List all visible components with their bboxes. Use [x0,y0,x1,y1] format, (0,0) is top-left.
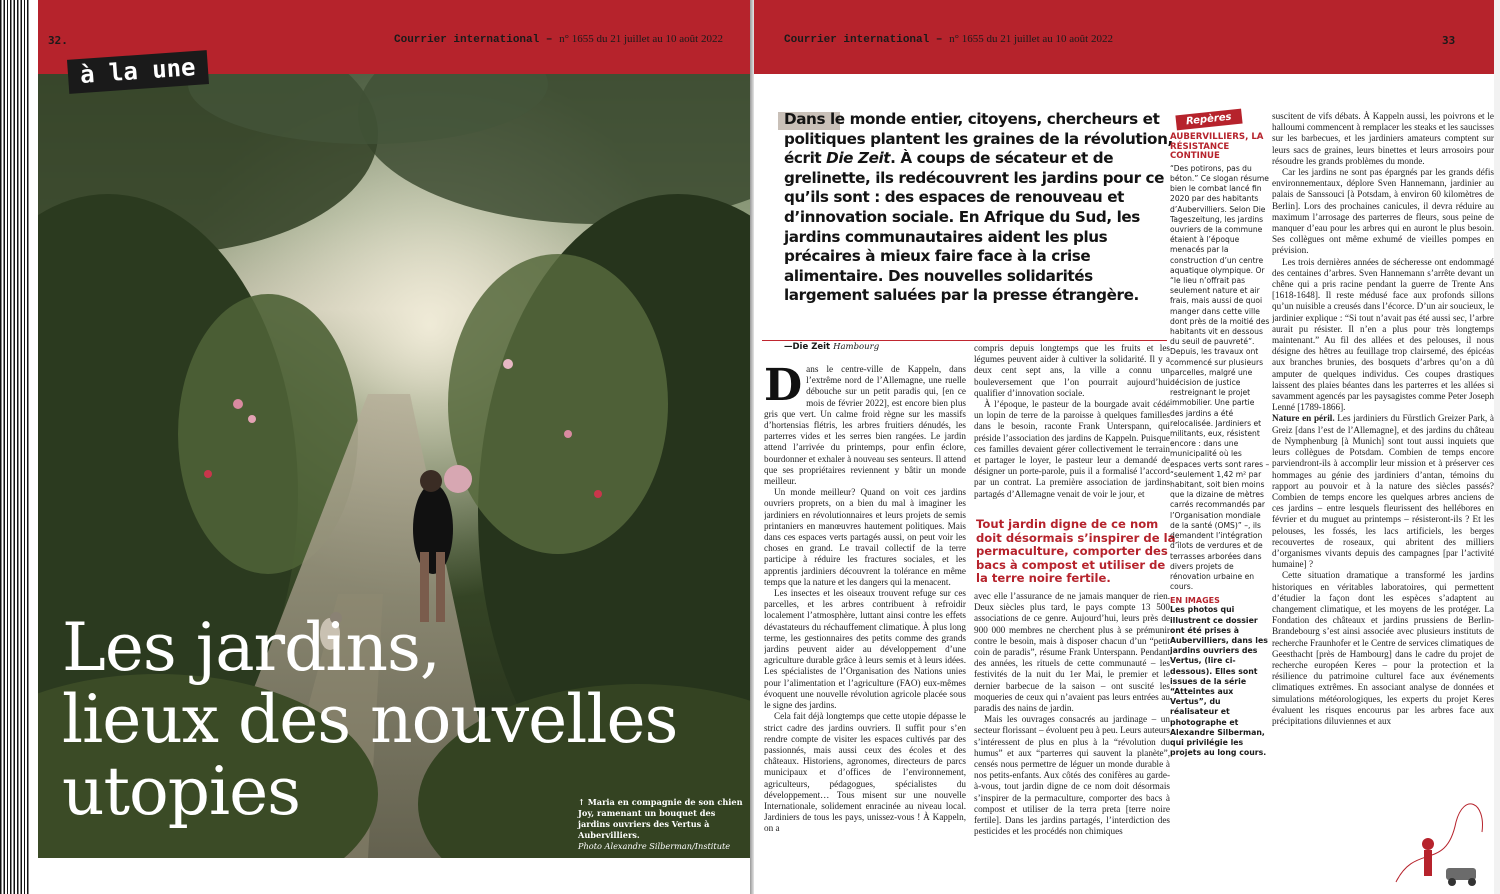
headline [62,609,742,830]
article-column-4 [1272,111,1494,871]
dropcap: D [764,364,803,411]
paragraph: Les insectes et les oiseaux trouvent refuge sur ces parcelles, et les arbres contribuent à refroidir localement l’atmosphère, luttant ainsi contre les effets dévastateurs du réchauffement climatique. À plus long terme, les gestionnaires des petits comme des grands jardins peuvent aider au développement d’une agriculture durable grâce à leurs semis et à leurs idées. Les spécialistes de l’Organisation des Nations unies pour l’alimentation et l’agriculture (FAO) eux-mêmes évoquent une nouvelle révolution agricole placée sous le signe des jardins. [764,588,966,711]
paragraph: Mais les ouvrages consacrés au jardinage – un secteur florissant – évoluent peu à peu. Leurs auteurs s’intéressent de plus en plus à la “révolution du humus” et aux “parterres qui sauvent la planète”, censés nous permettre de léguer un monde durable à nos petits-enfants. Aux côtés des conifères au garde-à-vous, tout jardin digne de ce nom doit désormais s’inspirer de la permaculture, comporter des bacs à compost et utiliser de la terra preta [terre noire fertile]. Dans les jardins partagés, l’interdiction des pesticides et les procédés non chimiques [974,714,1170,837]
paragraph: Cette situation dramatique a transformé les jardins historiques en véritables laboratoires, qui permettent d’étudier la façon dont les espèces s’adaptent au changement climatique, et les moyens de les protéger. La Fondation des châteaux et jardins prussiens de Berlin-Brandebourg s’est ainsi associée avec plusieurs instituts de recherche Fraunhofer et le Centre de services climatiques de Geesthacht [près de Hambourg] dans le cadre du projet de recherche européen Keres – pour la protection et la résilience du patrimoine culturel face aux événements climatiques extrêmes. En associant analyse de données et simulations météorologiques, les experts du projet Keres évaluent les risques encourus par les arbres face aux précipitations diluviennes et aux [1272,570,1494,726]
paragraph: compris depuis longtemps que les fruits et les légumes peuvent aider à cultiver la solidarité. Il y a deux cent sept ans, la ville a connu un bouleversement que l’on pourrait aujourd’hui qualifier d’innovation sociale. [974,343,1170,398]
page-number: 33 [1442,34,1456,47]
paragraph: suscitent de vifs débats. À Kappeln aussi, les poivrons et le halloumi commencent à remplacer les steaks et les saucisses sur les barbecues, et les jardiniers amateurs comptent sur leurs sacs de graines, leurs binettes et leurs arrosoirs pour résoudre les grands problèmes du monde. [1272,111,1494,166]
standfirst-part-1: Dans le monde entier, citoyens, chercheurs et politiques plantent les graines de la révolution, écrit [784,110,1173,168]
running-head-issue: n° 1655 du 21 juillet au 10 août 2022 [949,33,1113,45]
page-number: 32. [48,34,68,47]
photo-credit: Photo Alexandre Silberman/Institute [578,841,731,851]
reperes-sidebar [1170,100,1270,884]
images-body: Les photos qui illustrent ce dossier ont été prises à Aubervilliers, dans les jardins ouvriers des Vertus, (lire ci-dessous). Elles sont issues de la série “Atteintes aux Vertus”, du réalisateur et photographe et Alexandre Silberman, qui privilégie les projets au long cours. [1170,605,1268,758]
paragraph: Car les jardins ne sont pas épargnés par les grands défis environnementaux, déplore Sven Hannemann, jardinier au palais de Sanssouci [à Potsdam, à environ 60 kilomètres de Berlin]. Lors des prochaines canicules, il devra réduire au maximum l’arrosage des parterres de fleurs, sous peine de manquer d’eau pour les arbres qui en auront le plus besoin. Ses collègues ont même exhumé de vieilles pompes en prévision. [1272,167,1494,256]
standfirst [784,110,1179,306]
page-edge [1494,0,1500,894]
headline-line-2: lieux des nouvelles [62,681,678,758]
margin-stripes [0,0,38,894]
running-head-dash: – [545,34,553,46]
running-head-issue: n° 1655 du 21 juillet au 10 août 2022 [559,33,723,45]
reperes-tag: Repères [1175,109,1242,131]
headline-line-1: Les jardins, [62,609,440,686]
images-title: EN IMAGES [1170,596,1220,606]
paragraph: À l’époque, le pasteur de la bourgade avait cédé un lopin de terre de la paroisse à quelques familles dans le besoin, raconte Frank Unterspann, qui préside l’association des jardins de Kappeln. Puisque ces familles devaient gérer collectivement le terrain et partager le loyer, le pasteur leur a demandé de désigner un porte-parole, puis il a formalisé l’accord par un contrat. La première association de jardins partagés d’Allemagne venait de voir le jour, et [974,399,1170,499]
lead-text: ans le centre-ville de Kappeln, dans l’extrême nord de l’Allemagne, une ruelle débouche sur un petit paradis qui, [en ce mois de février 2022], est encore bien plus gris que vert. Un calme froid règne sur les massifs d’hortensias flétris, les arbres fruitiers dénudés, les parterres vides et les serres bien rangées. Le jardin attend l’arrivée du printemps, pour enfin éclore, bourdonner et exhaler à nouveau ses senteurs. Il attend que ses propriétaires reviennent y bâtir un monde meilleur. [764,364,966,487]
paragraph: Un monde meilleur? Quand on voit ces jardins ouvriers proprets, on a bien du mal à imaginer les jardiniers en révolutionnaires et leurs projets de semis printaniers en manœuvres hautement politiques. Mais dans ces espaces verts partagés aussi, on peut voir les choses en grand. Le travail collectif de la terre participe à réduire les fractures sociales, et les apprentis jardiniers découvrent la tolérance en même temps que la nature et les dangers qui la menacent. [764,487,966,587]
caption-arrow-icon: ↑ [578,797,585,807]
article-column-2-bottom [974,591,1170,884]
standfirst-part-2: . À coups de sécateur et de grelinette, ils redécouvrent les jardins pour ce qu’ils sont : des espaces de renouveau et d’innovation sociale. En Afrique du Sud, les jardins communautaires aident les plus précaires à mieux faire face à la crise alimentaire. Des nouvelles solidarités largement saluées par la presse étrangère. [784,149,1165,305]
section-kicker: à la une [67,50,209,94]
subhead-text: Les jardiniers du Fürstlich Greizer Park, à Greiz [dans l’est de l’Allemagne], et des jardins du château de Nymphenburg [à Munich] sont tout aussi inquiets que leurs collègues de Potsdam. Combien de temps encore parviendront-ils à accomplir leur mission et à préserver ces hommages au génie des jardiniers d’antan, témoins du rapport au pouvoir et à la nature des siècles passés? Combien de temps encore les quelques arbres anciens de ces jardins – entre lesquels fleurissent des hellébores en février et du muguet au printemps – résisteront-ils ? Et les pelouses, les fossés, les lacs artificiels, les berges recouvertes de roseaux, qui abritent des milliers d’organismes vivants depuis des campagnes [par l’activité humaine] ? [1272,413,1494,570]
headline-line-3: utopies [62,753,301,830]
pull-quote: Tout jardin digne de ce nom doit désormais s’inspirer de la permaculture, comporter des bacs à compost et utiliser de la terre noire fertile. [976,517,1176,586]
paragraph: Cela fait déjà longtemps que cette utopie dépasse le strict cadre des jardins ouvriers. Il suffit pour s’en rendre compte de visiter les espaces cultivés par des passionnés, mais aussi ceux des écoles et des châteaux. Historiens, agronomes, directeurs de parcs municipaux et d’offices de l’environnement, agriculteurs, pédagogues, spécialistes du développement… Tous misent sur une nouvelle Internationale, solidement enracinée au niveau local. Jardiniers de tous les pays, unissez-vous ! À Kappeln, on a [764,711,966,834]
running-head-dash: – [935,34,943,46]
caption-text: Maria en compagnie de son chien Joy, ramenant un bouquet des jardins ouvriers des Vertus à Aubervilliers. [578,797,743,840]
subhead-paragraph [1272,413,1494,570]
bottom-margin [38,858,750,894]
running-head-publication: Courrier international [784,34,930,46]
source-city: Hambourg [833,342,880,352]
reperes-body: “Des potirons, pas du béton.” Ce slogan résume bien le combat lancé fin 2020 par des habitants d’Aubervilliers. Selon Die Tageszeitung, les jardins ouvriers de la commune étaient à l’époque menacés par la construction d’un centre aquatique olympique. Or “le lieu n’offrait pas seulement nature et air frais, mais aussi de quoi manger dans cette ville dont près de la moitié des habitants vit en dessous du seuil de pauvreté”. Depuis, les travaux ont commencé sur plusieurs parcelles, malgré une décision de justice restreignant le projet immobilier. Une partie des jardins a été relocalisée. Jardiniers et militants, eux, résistent encore : dans une municipalité où les espaces verts sont rares – “seulement 1,42 m² par habitant, soit bien moins que la dizaine de mètres carrés recommandés par l’Organisation mondiale de la santé (OMS)” –, ils demandent l’intégration d’îlots de verdures et de terrasses arborées dans divers projets de rénovation urbaine en cours. [1170,163,1270,592]
source-name: —Die Zeit [784,342,831,352]
article-column-2-top [974,343,1170,515]
standfirst-publication: Die Zeit [826,149,891,168]
reperes-title: AUBERVILLIERS, LA RÉSISTANCE CONTINUE [1170,132,1264,162]
subhead: Nature en péril. [1272,413,1335,424]
running-head-publication: Courrier international [394,34,540,46]
running-head [394,33,723,46]
running-head [784,33,1113,46]
gardener-illustration [1386,782,1496,892]
source-rule [762,340,1167,341]
paragraph: Les trois dernières années de sécheresse ont endommagé des centaines d’arbres. Sven Hannemann s’arrête devant un chêne qui a pris racine pendant la guerre de Trente Ans [1618-1648]. Il reste médusé face aux profonds sillons qu’un nuisible a creusés dans l’écorce. D’un air soucieux, le jardinier explique : “Si tout n’avait pas été aussi sec, l’arbre aurait pu résister. Il n’en a plus pour très longtemps maintenant.” Au fil des allées et des pelouses, il nous désigne des hêtres au feuillage trop clairsemé, des épicéas aux branches brunies, des bosquets d’arbres qu’on a dû amputer de quelques individus. Ces coupes drastiques laissent des plaies béantes dans les parterres et les allées si savamment agencés par les paysagistes comme Peter Joseph Lenné [1789-1866]. [1272,256,1494,413]
lead-paragraph [764,364,966,487]
article-column-1 [764,364,966,884]
paragraph: avec elle l’assurance de ne jamais manquer de rien. Deux siècles plus tard, le pays compte 13 500 associations de ce genre. Aujourd’hui, leurs près de 900 000 membres ne cherchent plus à se prémunir contre le besoin, mais à disposer chacun d’un “petit coin de paradis”, résume Frank Unterspann. Pendant des années, les rituels de cette communauté – les festivités de la nuit du 1er Mai, le premier et le dernier barbecue de la saison – ont suscité les moqueries de ceux qui n’avaient pas leurs entrées au paradis des nains de jardin. [974,591,1170,714]
photo-caption [578,797,748,852]
source-line [784,342,879,352]
right-page [754,0,1500,894]
left-page [38,0,750,894]
